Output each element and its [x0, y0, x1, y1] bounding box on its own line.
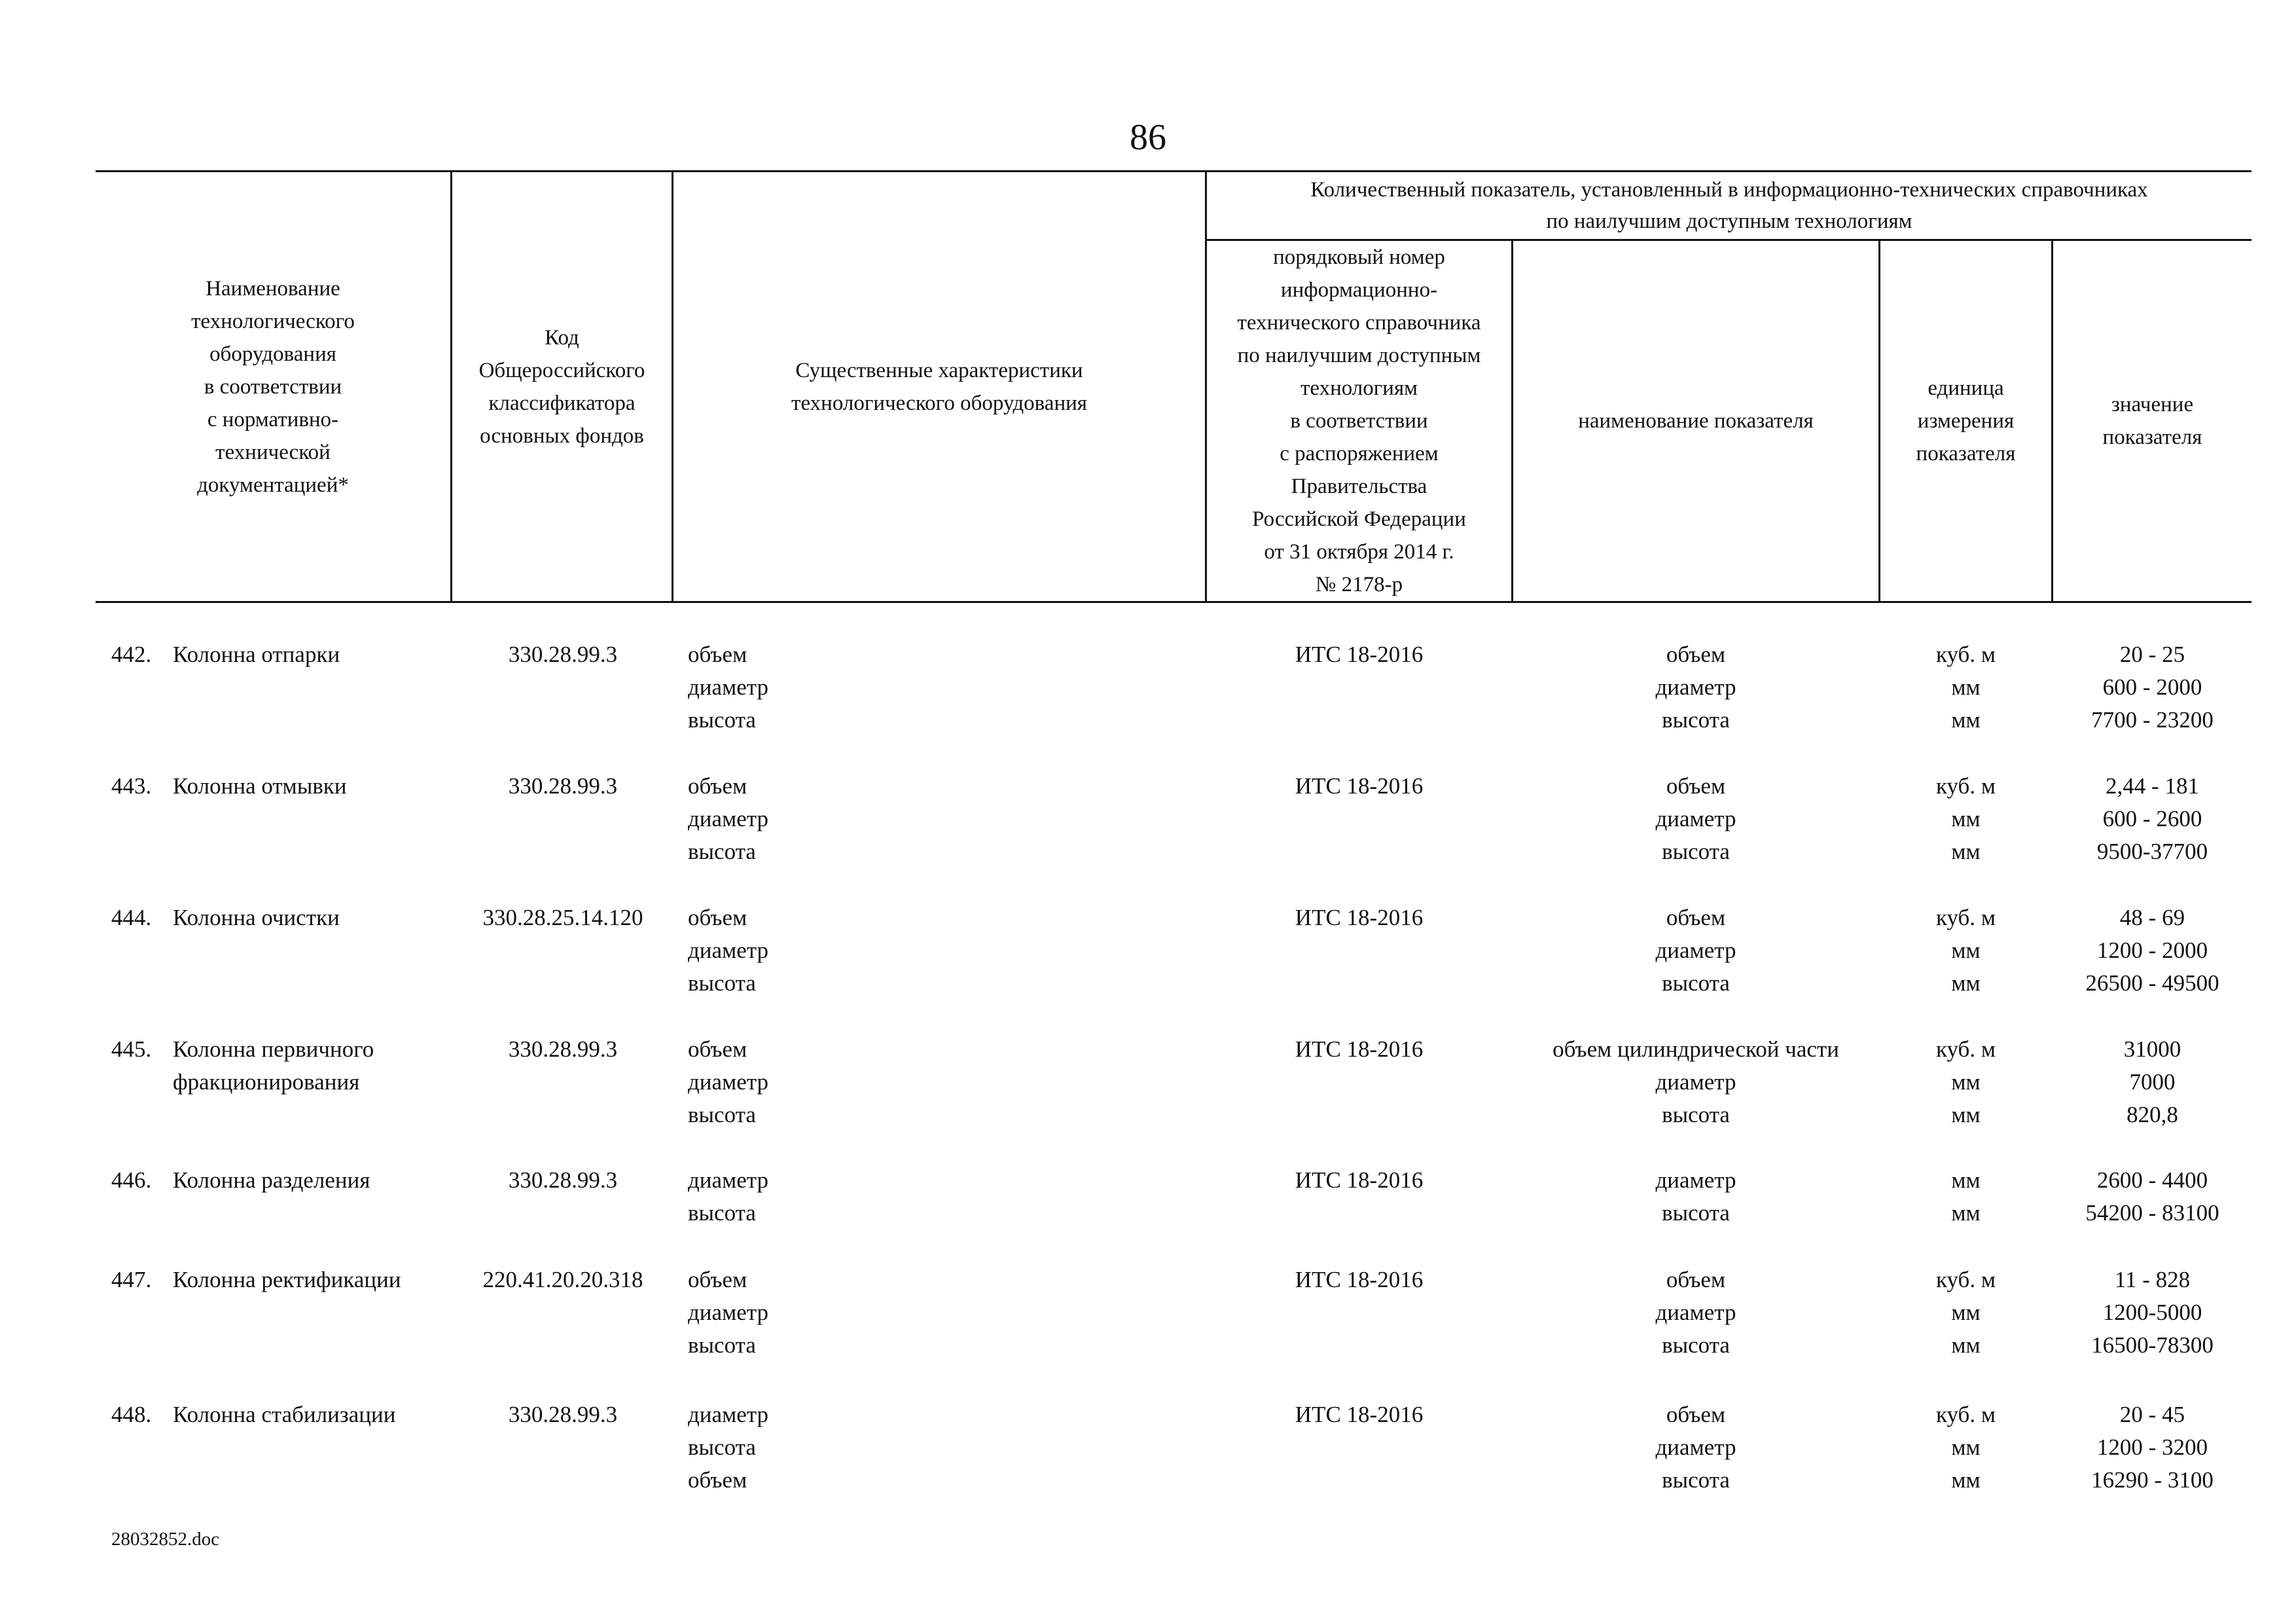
unit: куб. м [1935, 1036, 1996, 1062]
classifier-code: 330.28.99.3 [508, 1036, 618, 1062]
header-line: по наилучшим доступным технологиям [1546, 210, 1912, 233]
indicator-name: объем [1666, 1402, 1726, 1427]
indicator-name: высота [1662, 1467, 1730, 1493]
indicator-name: диаметр [1655, 1434, 1736, 1460]
indicator-value: 16290 - 3100 [2091, 1467, 2214, 1493]
classifier-code: 330.28.25.14.120 [482, 905, 643, 930]
characteristic: объем [688, 773, 747, 799]
header-line: с нормативно- [207, 407, 339, 431]
unit: мм [1951, 674, 1981, 700]
its-number: ИТС 18-2016 [1295, 1167, 1424, 1193]
unit: мм [1951, 1167, 1981, 1193]
characteristic: диаметр [688, 1167, 768, 1193]
indicator-value: 7700 - 23200 [2091, 707, 2214, 733]
indicator-name: диаметр [1655, 806, 1736, 831]
characteristic: объем [688, 642, 747, 667]
indicator-value: 1200 - 3200 [2096, 1434, 2208, 1460]
header-line: Российской Федерации [1252, 507, 1466, 531]
header-line: измерения [1917, 409, 2015, 433]
indicator-name: объем цилиндрической части [1552, 1036, 1839, 1062]
classifier-code: 330.28.99.3 [508, 773, 618, 799]
characteristic: высота [688, 1102, 756, 1127]
unit: куб. м [1935, 773, 1996, 799]
classifier-code: 220.41.20.20.318 [482, 1267, 643, 1292]
equipment-name: Колонна очистки [173, 905, 340, 930]
classifier-code: 330.28.99.3 [508, 1167, 618, 1193]
indicator-name: объем [1666, 1267, 1726, 1292]
characteristic: высота [688, 1200, 756, 1226]
indicator-name: диаметр [1655, 1167, 1736, 1193]
characteristic: высота [688, 1434, 756, 1460]
indicator-name: объем [1666, 905, 1726, 930]
characteristic: диаметр [688, 806, 768, 831]
row-number: 447. [111, 1267, 152, 1292]
characteristic: диаметр [688, 938, 768, 963]
indicator-name: высота [1662, 970, 1730, 996]
unit: мм [1951, 1332, 1981, 1358]
unit: мм [1951, 1434, 1981, 1460]
indicator-name: объем [1666, 773, 1726, 799]
header-line: № 2178-р [1315, 573, 1403, 596]
header-line: показателя [2102, 426, 2202, 449]
equipment-name: Колонна первичного [173, 1036, 374, 1062]
header-line: по наилучшим доступным [1237, 344, 1481, 367]
unit: мм [1951, 938, 1981, 963]
indicator-value: 26500 - 49500 [2085, 970, 2219, 996]
characteristic: объем [688, 905, 747, 930]
unit: мм [1951, 1300, 1981, 1325]
characteristic: диаметр [688, 674, 768, 700]
header-line: технической [215, 440, 331, 464]
characteristic: диаметр [688, 1300, 768, 1325]
characteristic: объем [688, 1036, 747, 1062]
indicator-name: высота [1662, 707, 1730, 733]
header-indicator-name [1513, 241, 1878, 601]
classifier-code: 330.28.99.3 [508, 1402, 618, 1427]
header-line: Существенные характеристики [795, 358, 1083, 382]
indicator-value: 1200-5000 [2102, 1300, 2202, 1325]
indicator-name: высота [1662, 1332, 1730, 1358]
indicator-value: 20 - 45 [2119, 1402, 2185, 1427]
row-number: 442. [111, 642, 152, 667]
unit: мм [1951, 707, 1981, 733]
header-line: единица [1928, 376, 2004, 400]
header-characteristics [673, 172, 1205, 601]
characteristic: высота [688, 970, 756, 996]
indicator-value: 48 - 69 [2119, 905, 2185, 930]
header-line: информационно- [1280, 278, 1438, 302]
row-number: 448. [111, 1402, 152, 1427]
unit: куб. м [1935, 1402, 1996, 1427]
unit: мм [1951, 1102, 1981, 1127]
indicator-value: 11 - 828 [2114, 1267, 2191, 1292]
indicator-name: высота [1662, 1200, 1730, 1226]
indicator-value: 54200 - 83100 [2085, 1200, 2219, 1226]
header-line: оборудования [209, 342, 336, 366]
header-line: в соответствии [1290, 409, 1428, 433]
header-line: Код [545, 325, 579, 350]
indicator-value: 31000 [2123, 1036, 2181, 1062]
its-number: ИТС 18-2016 [1295, 1267, 1424, 1292]
header-line: показателя [1916, 442, 2016, 465]
row-number: 443. [111, 773, 152, 799]
unit: мм [1951, 1069, 1981, 1095]
characteristic: диаметр [688, 1402, 768, 1427]
unit: мм [1951, 806, 1981, 831]
header-line: порядковый номер [1273, 246, 1445, 269]
indicator-name: диаметр [1655, 1069, 1736, 1095]
characteristic: высота [688, 707, 756, 733]
characteristic: объем [688, 1467, 747, 1493]
header-line: Общероссийского [478, 358, 645, 382]
header-line: наименование показателя [1578, 409, 1814, 433]
indicator-value: 16500-78300 [2091, 1332, 2214, 1358]
header-line: документацией* [197, 473, 349, 497]
equipment-name: Колонна ректификации [173, 1267, 401, 1292]
row-number: 445. [111, 1036, 152, 1062]
indicator-value: 1200 - 2000 [2096, 938, 2208, 963]
indicator-name: высота [1662, 839, 1730, 864]
header-line: технологического оборудования [791, 391, 1087, 415]
header-line: основных фондов [480, 424, 644, 448]
header-line: классификатора [488, 391, 636, 415]
header-line: Наименование [206, 276, 340, 301]
unit: куб. м [1935, 642, 1996, 667]
row-number: 444. [111, 905, 152, 930]
header-line: технологиям [1300, 376, 1418, 400]
header-line: значение [2111, 393, 2194, 416]
unit: мм [1951, 1467, 1981, 1493]
equipment-name: фракционирования [173, 1069, 360, 1095]
indicator-value: 9500-37700 [2096, 839, 2208, 864]
row-number: 446. [111, 1167, 152, 1193]
unit: куб. м [1935, 905, 1996, 930]
document-footer: 28032852.doc [111, 1529, 220, 1550]
header-line: в соответствии [204, 374, 342, 399]
indicator-name: высота [1662, 1102, 1730, 1127]
indicator-name: диаметр [1655, 674, 1736, 700]
indicator-value: 820,8 [2126, 1102, 2178, 1127]
indicator-name: диаметр [1655, 938, 1736, 963]
its-number: ИТС 18-2016 [1295, 773, 1424, 799]
header-bottom-rule [96, 601, 2251, 603]
unit: мм [1951, 970, 1981, 996]
header-value [2053, 241, 2251, 601]
page-number: 86 [1130, 117, 1166, 158]
header-line: с распоряжением [1280, 442, 1439, 465]
its-number: ИТС 18-2016 [1295, 642, 1424, 667]
unit: мм [1951, 1200, 1981, 1226]
indicator-name: объем [1666, 642, 1726, 667]
its-number: ИТС 18-2016 [1295, 905, 1424, 930]
unit: мм [1951, 839, 1981, 864]
header-unit [1880, 241, 2051, 601]
equipment-name: Колонна разделения [173, 1167, 370, 1193]
characteristic: высота [688, 1332, 756, 1358]
equipment-name: Колонна отмывки [173, 773, 347, 799]
header-classifier-code [452, 172, 672, 601]
characteristic: диаметр [688, 1069, 768, 1095]
header-line: технологического [191, 309, 355, 333]
its-number: ИТС 18-2016 [1295, 1036, 1424, 1062]
indicator-value: 600 - 2000 [2102, 674, 2202, 700]
equipment-name: Колонна отпарки [173, 642, 340, 667]
header-its-number [1207, 241, 1511, 601]
header-line: Количественный показатель, установленный в информационно-технических справочниках [1310, 178, 2148, 202]
equipment-name: Колонна стабилизации [173, 1402, 396, 1427]
header-equipment-name [96, 172, 450, 601]
indicator-name: диаметр [1655, 1300, 1736, 1325]
indicator-value: 7000 [2129, 1069, 2176, 1095]
indicator-value: 2,44 - 181 [2106, 773, 2199, 799]
classifier-code: 330.28.99.3 [508, 642, 618, 667]
characteristic: высота [688, 839, 756, 864]
indicator-value: 600 - 2600 [2102, 806, 2202, 831]
its-number: ИТС 18-2016 [1295, 1402, 1424, 1427]
header-line: технического справочника [1237, 311, 1481, 335]
header-quantitative-group [1207, 172, 2251, 239]
header-line: Правительства [1291, 475, 1427, 498]
unit: куб. м [1935, 1267, 1996, 1292]
header-line: от 31 октября 2014 г. [1264, 540, 1454, 564]
indicator-value: 20 - 25 [2119, 642, 2185, 667]
indicator-value: 2600 - 4400 [2096, 1167, 2208, 1193]
characteristic: объем [688, 1267, 747, 1292]
